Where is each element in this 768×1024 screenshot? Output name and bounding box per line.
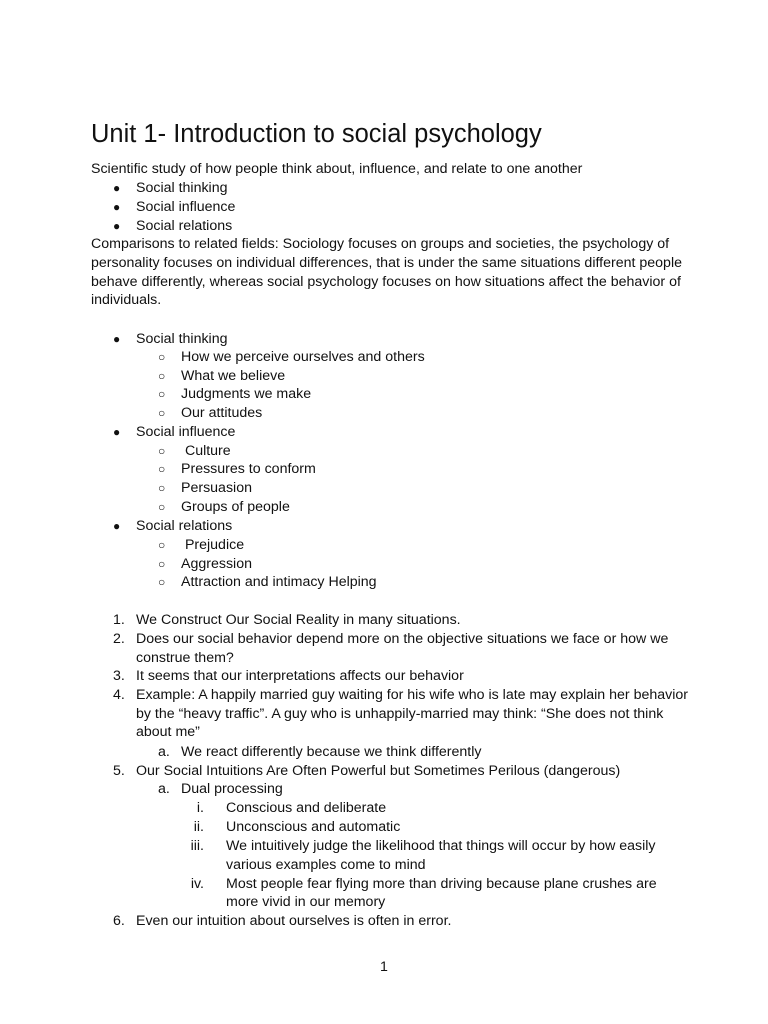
outline-item: Pressures to conform (181, 461, 316, 477)
comparison-line: personality focuses on individual differences, that is under the same situations different people (91, 255, 682, 271)
topic-item: Social thinking (136, 180, 228, 196)
roman-item-line: Unconscious and automatic (226, 819, 401, 835)
outline-heading: Social thinking (136, 331, 228, 347)
outline-item: Persuasion (181, 480, 252, 496)
roman-item-line: Most people fear flying more than driving because plane crushes are (226, 876, 657, 892)
numbered-item-line: We Construct Our Social Reality in many situations. (136, 612, 461, 628)
lettered-item-line: Dual processing (181, 781, 283, 797)
comparison-line: behave differently, whereas social psychology focuses on how situations affect the behavior of (91, 274, 681, 290)
topic-item: Social relations (136, 218, 233, 234)
roman-item-line: Conscious and deliberate (226, 800, 387, 816)
roman-item-line: We intuitively judge the likelihood that things will occur by how easily (226, 838, 656, 854)
sub-bullet-marker: ○ (158, 369, 166, 383)
list-letter: a. (158, 781, 170, 797)
numbered-item-line: Our Social Intuitions Are Often Powerful but Sometimes Perilous (dangerous) (136, 763, 621, 779)
sub-bullet-marker: ○ (158, 444, 166, 458)
sub-bullet-marker: ○ (158, 462, 166, 476)
definition-text: Scientific study of how people think about, influence, and relate to one another (91, 161, 583, 177)
outline-item: How we perceive ourselves and others (181, 349, 425, 365)
list-number: 2. (113, 631, 125, 647)
page-number: 1 (380, 959, 388, 975)
page-title: Unit 1- Introduction to social psychology (91, 120, 542, 148)
numbered-item-line: by the “heavy traffic”. A guy who is unhappily-married may think: “She does not think (136, 706, 664, 722)
topic-item: Social influence (136, 199, 236, 215)
bullet-marker: ● (113, 519, 121, 533)
list-number: 6. (113, 913, 125, 929)
list-roman: ii. (193, 819, 204, 835)
roman-item-line: more vivid in our memory (226, 894, 386, 910)
list-roman: i. (196, 800, 204, 816)
roman-item-line: various examples come to mind (226, 857, 426, 873)
numbered-item-line: Example: A happily married guy waiting for his wife who is late may explain her behavior (136, 687, 689, 703)
list-roman: iv. (190, 876, 204, 892)
bullet-marker: ● (113, 200, 121, 214)
list-number: 4. (113, 687, 125, 703)
sub-bullet-marker: ○ (158, 481, 166, 495)
outline-heading: Social influence (136, 424, 236, 440)
sub-bullet-marker: ○ (158, 538, 166, 552)
sub-bullet-marker: ○ (158, 557, 166, 571)
numbered-item-line: construe them? (136, 650, 234, 666)
numbered-item-line: Even our intuition about ourselves is often in error. (136, 913, 452, 929)
lettered-item-line: We react differently because we think differently (181, 744, 482, 760)
outline-item: Judgments we make (181, 386, 312, 402)
comparison-line: individuals. (91, 292, 162, 308)
bullet-marker: ● (113, 219, 121, 233)
list-number: 5. (113, 763, 125, 779)
bullet-marker: ● (113, 181, 121, 195)
bullet-marker: ● (113, 425, 121, 439)
outline-item: Groups of people (181, 499, 290, 515)
comparison-line: Comparisons to related fields: Sociology focuses on groups and societies, the psychology of (91, 236, 670, 252)
bullet-marker: ● (113, 332, 121, 346)
outline-item: Aggression (181, 556, 252, 572)
list-roman: iii. (190, 838, 204, 854)
numbered-item-line: It seems that our interpretations affects our behavior (136, 668, 464, 684)
outline-item: What we believe (181, 368, 286, 384)
sub-bullet-marker: ○ (158, 406, 166, 420)
outline-item: Our attitudes (181, 405, 263, 421)
outline-item: Prejudice (181, 537, 245, 553)
list-number: 3. (113, 668, 125, 684)
numbered-item-line: about me” (136, 724, 200, 740)
sub-bullet-marker: ○ (158, 500, 166, 514)
numbered-item-line: Does our social behavior depend more on the objective situations we face or how we (136, 631, 669, 647)
outline-item: Culture (181, 443, 231, 459)
list-letter: a. (158, 744, 170, 760)
sub-bullet-marker: ○ (158, 575, 166, 589)
sub-bullet-marker: ○ (158, 387, 166, 401)
list-number: 1. (113, 612, 125, 628)
outline-heading: Social relations (136, 518, 233, 534)
outline-item: Attraction and intimacy Helping (181, 574, 377, 590)
sub-bullet-marker: ○ (158, 350, 166, 364)
